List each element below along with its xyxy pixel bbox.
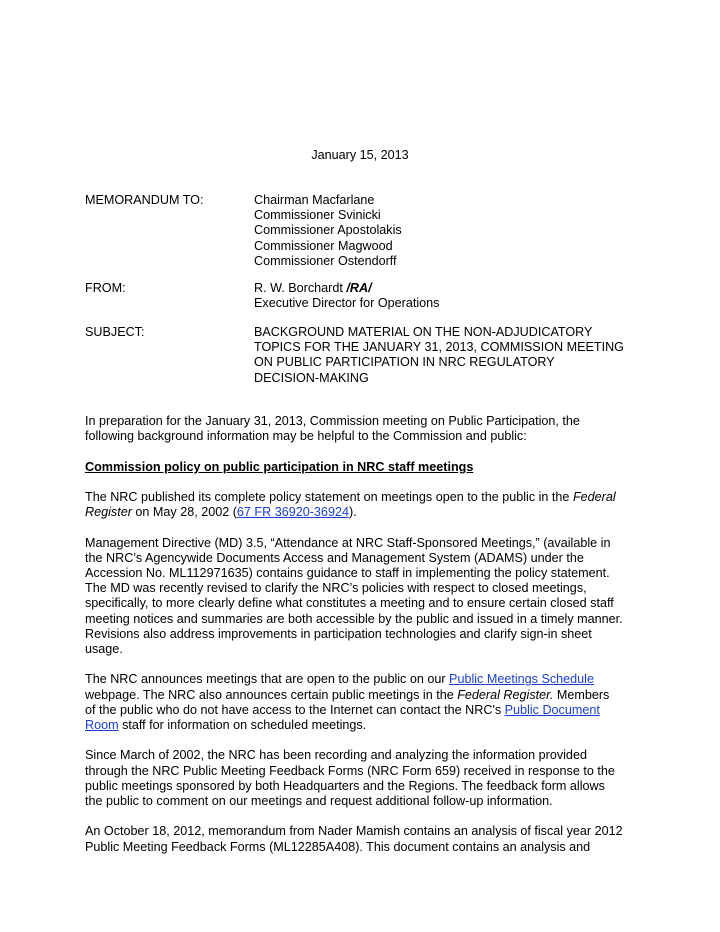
text-run: ). [348, 505, 357, 520]
sender-title: Executive Director for Operations [254, 296, 440, 311]
memo-body [85, 414, 645, 870]
text-run: webpage. The NRC also announces certain public meetings in the [85, 687, 458, 702]
recipient: Commissioner Ostendorff [254, 253, 397, 268]
memo-date: January 15, 2013 [311, 148, 409, 162]
subject-line: TOPICS FOR THE JANUARY 31, 2013, COMMISSION MEETING [254, 340, 624, 355]
text-line: meeting notices and summaries are both accessible by the public and issued in a timely manner. [85, 611, 623, 626]
management-directive-paragraph [85, 536, 645, 658]
text-line [85, 505, 645, 520]
sender-line [254, 281, 654, 296]
federal-register-link[interactable]: 67 FR 36920-36924 [236, 505, 349, 520]
analysis-paragraph [85, 824, 645, 854]
text-line: The MD was recently revised to clarify the NRC’s policies with respect to closed meetings, [85, 581, 587, 596]
subject-text [254, 325, 654, 386]
text-run: on May 28, 2002 ( [131, 505, 237, 520]
memo-to-label: MEMORANDUM TO: [85, 193, 204, 207]
announcements-paragraph [85, 672, 645, 733]
italic-run: Federal Register. [457, 687, 554, 702]
public-meetings-schedule-link[interactable]: Public Meetings Schedule [449, 672, 594, 687]
public-document-room-link[interactable]: Public Document [504, 702, 600, 717]
text-run: The NRC published its complete policy statement on meetings open to the public in the [85, 489, 573, 504]
subject-line: DECISION-MAKING [254, 370, 369, 385]
text-line: following background information may be helpful to the Commission and public: [85, 429, 527, 444]
intro-paragraph [85, 414, 645, 444]
section-heading: Commission policy on public participation in NRC staff meetings [85, 459, 474, 474]
text-line [85, 718, 645, 733]
text-line: Management Directive (MD) 3.5, “Attendance at NRC Staff-Sponsored Meetings,” (available in [85, 535, 611, 550]
text-line: Public Meeting Feedback Forms (ML12285A408). This document contains an analysis and [85, 839, 591, 854]
text-line: the public to comment on our meetings and request additional follow-up information. [85, 794, 553, 808]
recipient: Commissioner Apostolakis [254, 223, 402, 238]
subject-line: BACKGROUND MATERIAL ON THE NON-ADJUDICATORY [254, 325, 593, 339]
signature-mark: /RA/ [346, 281, 372, 295]
memo-subject-label: SUBJECT: [85, 325, 145, 339]
recipient: Commissioner Magwood [254, 238, 393, 253]
feedback-paragraph [85, 748, 645, 809]
public-document-room-link-cont[interactable]: Room [85, 718, 119, 732]
text-line [85, 490, 645, 505]
italic-run: Federal [572, 489, 616, 504]
text-line [85, 703, 645, 718]
text-line: usage. [85, 642, 123, 656]
sender-block [254, 281, 654, 311]
text-run: Members [553, 687, 610, 702]
text-line: through the NRC Public Meeting Feedback Forms (NRC Form 659) received in response to the [85, 763, 615, 778]
memo-from-label: FROM: [85, 281, 126, 295]
text-run: of the public who do not have access to the Internet can contact the NRC's [85, 702, 505, 717]
text-line: Revisions also address improvements in participation technologies and clarify sign-in sheet [85, 626, 592, 641]
recipient-list [254, 193, 654, 269]
text-run: staff for information on scheduled meetings. [118, 718, 367, 732]
text-line [85, 688, 645, 703]
text-line: In preparation for the January 31, 2013, Commission meeting on Public Participation, the [85, 414, 580, 428]
recipient: Chairman Macfarlane [254, 193, 375, 207]
text-line: specifically, to more clearly define what constitutes a meeting and to ensure certain closed staff [85, 596, 614, 611]
text-line: An October 18, 2012, memorandum from Nader Mamish contains an analysis of fiscal year 2012 [85, 824, 623, 839]
text-line [85, 672, 645, 687]
recipient: Commissioner Svinicki [254, 208, 381, 223]
text-line: Accession No. ML112971635) contains guidance to staff in implementing the policy statement. [85, 565, 610, 580]
text-line: Since March of 2002, the NRC has been recording and analyzing the information provided [85, 748, 587, 763]
italic-run: Register [85, 505, 132, 520]
text-run: The NRC announces meetings that are open to the public on our [85, 672, 450, 687]
text-line: public meetings sponsored by both Headquarters and the Regions. The feedback form allows [85, 778, 605, 793]
subject-line: ON PUBLIC PARTICIPATION IN NRC REGULATORY [254, 355, 555, 370]
text-line: the NRC’s Agencywide Documents Access and Management System (ADAMS) under the [85, 550, 584, 565]
sender-name: R. W. Borchardt [254, 281, 343, 295]
policy-paragraph [85, 490, 645, 520]
section-heading-block [85, 460, 645, 475]
